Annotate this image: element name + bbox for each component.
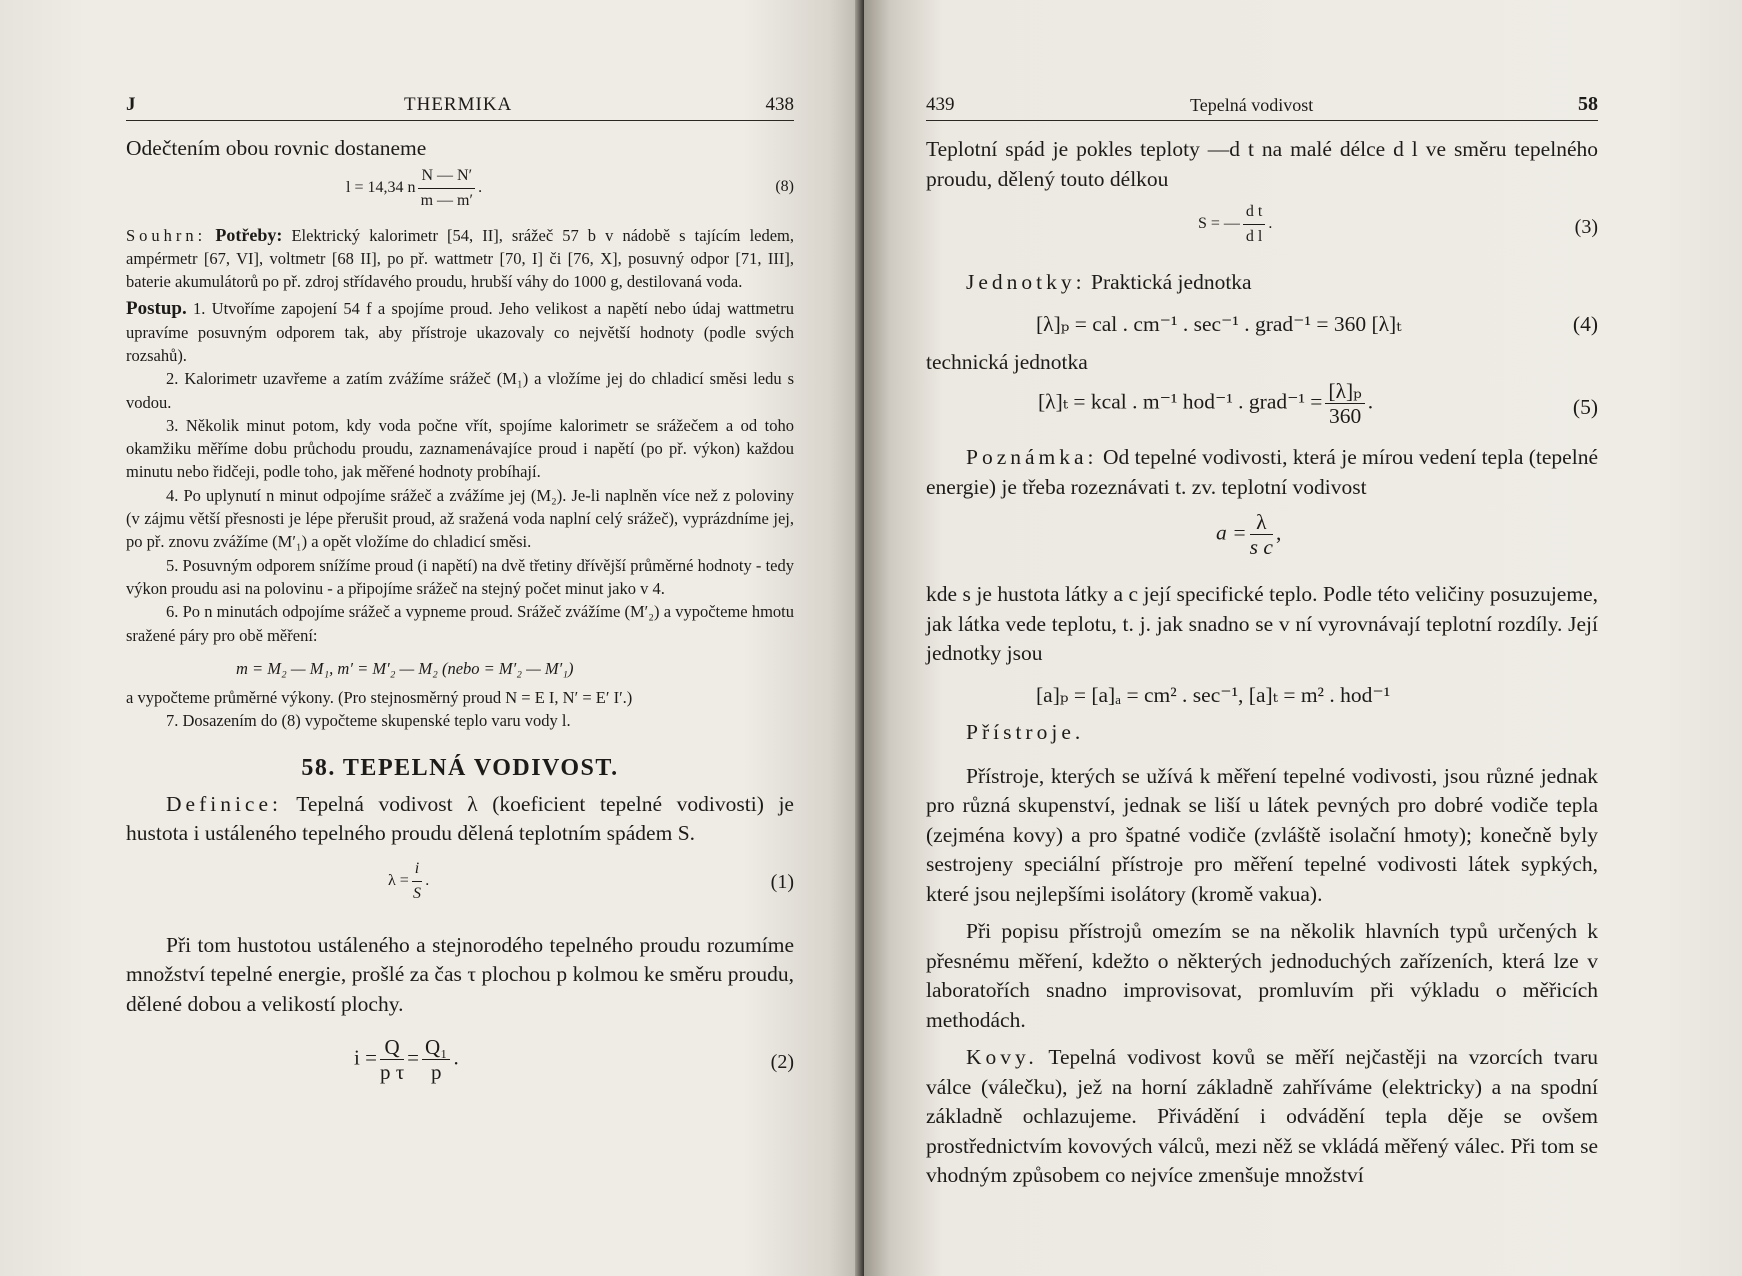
eq2-tail: .	[453, 1045, 459, 1070]
step-7: 7. Dosazením do (8) vypočteme skupenské teplo varu vody l.	[166, 711, 571, 731]
poznamka-paragraph	[926, 443, 1598, 502]
eq5-denominator: 360	[1328, 404, 1362, 428]
right-page-content	[926, 86, 1598, 1191]
eq8-number: (8)	[775, 177, 794, 195]
definice-label: Definice:	[166, 791, 282, 816]
paragraph-hustota: Při tom hustotou ustáleného a stejnorodého tepelného proudu rozumíme množství tepelné energie, prošlé za čas τ plochou p kolmou ke směru proudu, dělené dobou a velikostí plochy.	[126, 932, 794, 1016]
eq8-tail: .	[478, 178, 483, 196]
step-1-text: 1. Utvoříme zapojení 54 f a spojíme proud. Jeho velikost a napětí nebo údaj wattmetru upravíme posuvným odporem tak, aby přístroje ukazovaly co největší hodnoty (podle svých rozsahů).	[126, 299, 794, 365]
running-title-right: Tepelná vodivost	[1190, 95, 1314, 115]
chapter-letter: J	[126, 94, 136, 115]
step-1	[126, 297, 794, 367]
eq3-tail: .	[1268, 215, 1273, 233]
paragraph-pristroje-1: Přístroje, kterých se užívá k měření tepelné vodivosti, jsou různé jednak pro různá skupenství, jednak se liší u látek pevných pro dobré vodiče tepla (zejména kovy) a pro špatné vodiče (zvláště isolační hmoty); konečně byly sestrojeny speciální přístroje pro měření tepelné vodivosti látek sypkých, které jsou nejlepšími isolátory (kromě vakua).	[926, 763, 1598, 906]
technicka-line: technická jednotka	[926, 349, 1088, 374]
eq1-tail: .	[425, 871, 430, 889]
step-6: 6. Po n minutách odpojíme srážeč a vypneme proud. Srážeč zvážíme (M′₂) a vypočteme hmotu sražené páry pro obě měření:	[126, 602, 794, 645]
eq2-number: (2)	[770, 1051, 794, 1074]
eq8-denominator: m — m′	[420, 191, 473, 209]
eq1-denominator: S	[413, 884, 421, 902]
eq1-lhs: λ =	[388, 871, 409, 889]
equation-2	[126, 1033, 794, 1103]
souhrn-text: Elektrický kalorimetr [54, II], srážeč 57 b v nádobě s tajícím ledem, ampérmetr [67, VI], voltmetr [68 II], po př. wattmetr [70, I] či [76, X], posuvný odpor [71, III], baterie akumulátorů po př. zdroj střídavého proudu, hrubší váhy do 1000 g, destilovaná voda.	[126, 225, 795, 292]
eqa-lhs: a =	[1216, 520, 1247, 545]
eq3-numerator: d t	[1243, 200, 1265, 225]
eq5-tail: .	[1367, 389, 1374, 414]
poznamka-text: Od tepelné vodivosti, která je mírou vedení tepla (tepelné energie) je třeba rozeznávati t. zv. teplotní vodivost	[926, 445, 1598, 499]
section-title: 58. TEPELNÁ VODIVOST.	[301, 754, 619, 781]
jednotky-text: Praktická jednotka	[1090, 270, 1252, 294]
eq2-denominator-2: p	[430, 1060, 442, 1085]
eqa-tail: ,	[1275, 520, 1282, 545]
equation-4	[926, 306, 1598, 348]
equation-3	[926, 200, 1598, 264]
right-page	[864, 0, 1742, 1276]
eq8-lhs: l = 14,34 n	[346, 178, 416, 196]
eq1-numerator: i	[412, 857, 422, 882]
equation-5	[926, 379, 1598, 437]
step-4: 4. Po uplynutí n minut odpojíme srážeč a zvážíme jej (M₂). Je-li naplněn více než z poloviny (v zájmu větší přesnosti je lépe přerušit proud, až sražená voda naplní celý srážeč), vyprázdníme jej, po př. znovu zvážíme (M′₁) a opět vložíme do chladicí směsi.	[126, 485, 794, 552]
eq5-numerator: [λ]ₚ	[1325, 379, 1364, 404]
equation-1	[126, 855, 794, 919]
souhrn-paragraph	[126, 224, 794, 294]
eq2-lhs: i =	[354, 1045, 377, 1070]
eq4-text: [λ]ₚ = cal . cm⁻¹ . sec⁻¹ . grad⁻¹ = 360 [λ]ₜ	[1036, 311, 1402, 336]
eq2-denominator-1: p τ	[379, 1060, 405, 1085]
postup-label: Postup.	[126, 298, 187, 320]
souhrn-label: Souhrn:	[126, 225, 207, 245]
kovy-text: Tepelná vodivost kovů se měří nejčastěji na vzorcích tvaru válce (válečku), jež na horní základně zahříváme (elektricky) a na spodní základně ochlazujeme. Přivádění i odvádění tepla děje se ovšem prostřednictvím kovových válců, mezi něž se vkládá měřený válec. Při tom se vhodným způsobem co nejvíce zmenšuje množství	[926, 1045, 1598, 1187]
poznamka-label: Poznámka:	[966, 445, 1098, 469]
kovy-paragraph	[926, 1043, 1598, 1191]
eq3-number: (3)	[1574, 216, 1598, 238]
equation-a	[926, 510, 1598, 576]
running-title: THERMIKA	[404, 94, 513, 115]
equation-8	[126, 164, 794, 218]
eq5-number: (5)	[1572, 395, 1598, 419]
eq3-lhs: S = —	[1198, 215, 1240, 233]
left-running-header	[126, 86, 794, 121]
eq1-number: (1)	[770, 870, 794, 893]
equation-units: [a]ₚ = [a]ₐ = cm² . sec⁻¹, [a]ₜ = m² . hod⁻¹	[1036, 682, 1391, 707]
step-5: 5. Posuvným odporem snížíme proud (i napětí) na dvě třetiny dřívější průměrné hodnoty - tedy výkon proudu asi na polovinu - a připojíme srážeč na stejný počet minut jako v 4.	[126, 555, 794, 598]
right-running-header	[926, 86, 1598, 121]
eq2-numerator-1: Q	[380, 1035, 404, 1060]
eq3-denominator: d l	[1245, 228, 1263, 245]
eqa-numerator: λ	[1250, 510, 1273, 535]
jednotky-label: Jednotky:	[966, 270, 1086, 294]
kovy-label: Kovy.	[966, 1045, 1038, 1069]
paragraph-kde: kde s je hustota látky a c její specifické teplo. Podle této veličiny posuzujeme, jak látka vede teplotu, t. j. jak snadno se v ní vyrovnávají teplotní rozdíly. Její jednotky jsou	[926, 582, 1598, 665]
step-2: 2. Kalorimetr uzavřeme a zatím zvážíme srážeč (M₁) a vložíme jej do chladicí směsi ledu s vodou.	[126, 369, 794, 412]
eq8-numerator: N — N′	[418, 164, 475, 189]
equation-m: m = M₂ — M₁, m′ = M′₂ — M₂ (nebo = M′₂ — M′₁)	[236, 658, 574, 678]
left-page-content	[126, 86, 794, 1103]
definice-text: Tepelná vodivost λ (koeficient tepelné vodivosti) je hustota i ustáleného tepelného proudu dělená teplotním spádem S.	[126, 791, 794, 846]
eqa-denominator: s c	[1249, 535, 1273, 559]
step-3: 3. Několik minut potom, kdy voda počne vřít, spojíme kalorimetr se srážečem a od toho okamžiku měříme dobu průchodu proudu, zaznamenávajíce proud i napětí (po př. výkon) každou minutu nebo řidčeji, podle toho, jak měřené hodnoty probíhají.	[126, 415, 794, 482]
page-number-right: 439	[926, 94, 955, 115]
power-line: a vypočteme průměrné výkony. (Pro stejnosměrný proud N = E I, N′ = E′ I′.)	[126, 688, 633, 708]
section-number: 58	[1578, 93, 1598, 115]
paragraph-pristroje-2: Při popisu přístrojů omezím se na několik hlavních typů určených k přesnému měření, kdežto o některých jednoduchých zařízeních, která lze v laboratořích snadno improvisovat, promluvím při výkladu o měřicích methodách.	[926, 919, 1598, 1032]
pristroje-heading: Přístroje.	[966, 720, 1085, 744]
paragraph-spad: Teplotní spád je pokles teploty —d t na malé délce d l ve směru tepelného proudu, dělený touto délkou	[926, 137, 1598, 191]
eq4-number: (4)	[1572, 311, 1598, 336]
eq2-numerator-2: Q₁	[422, 1035, 451, 1060]
eq5-lhs: [λ]ₜ = kcal . m⁻¹ hod⁻¹ . grad⁻¹ =	[1038, 389, 1323, 414]
left-page	[0, 0, 864, 1276]
jednotky-line	[926, 268, 1598, 298]
potreby-label: Potřeby:	[215, 224, 283, 245]
eq2-mid: =	[407, 1045, 419, 1070]
intro-line: Odečtením obou rovnic dostaneme	[126, 136, 427, 160]
page-number: 438	[765, 94, 794, 115]
definice-paragraph	[126, 790, 794, 849]
